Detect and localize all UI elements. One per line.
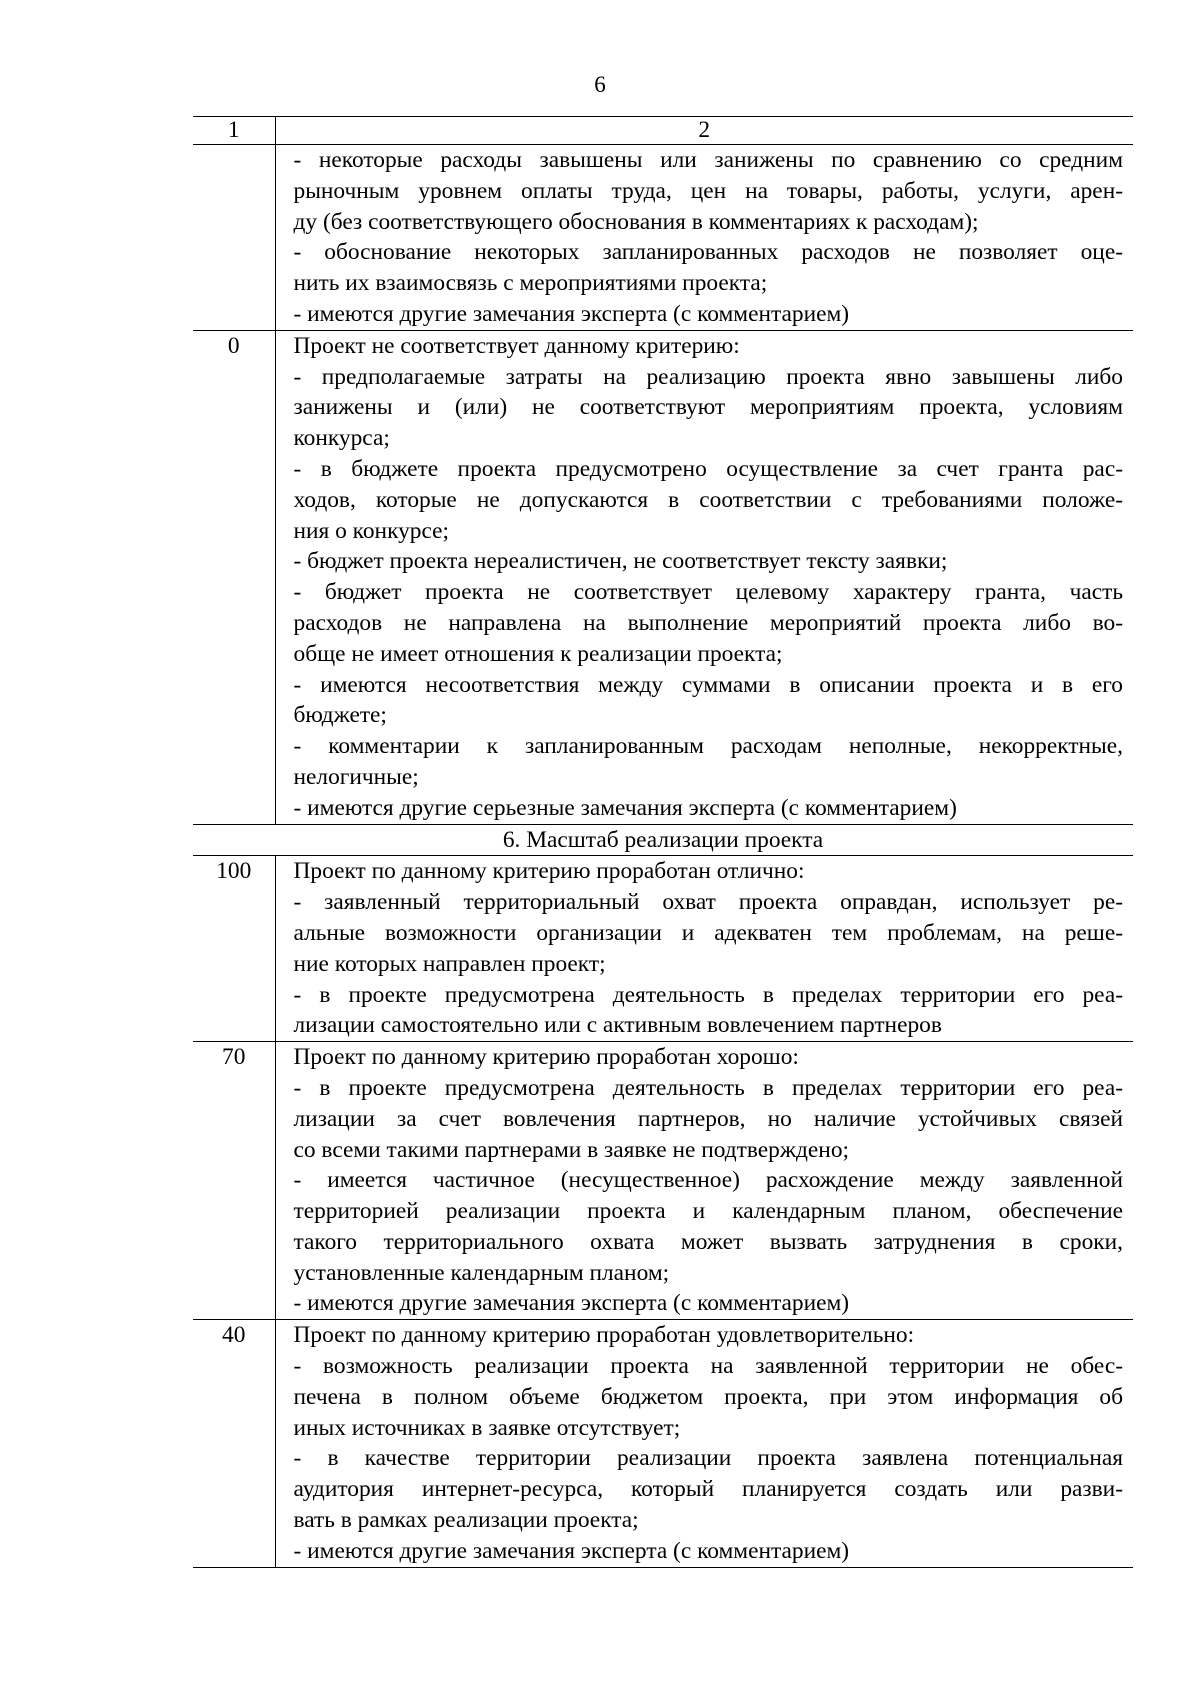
text-line: такого территориального охвата может вызвать затруднения в сроки, xyxy=(293,1228,1123,1255)
text-line: Проект по данному критерию проработан удовлетворительно: xyxy=(293,1322,915,1349)
criterion-description xyxy=(275,145,1133,331)
text-line: лизации за счет вовлечения партнеров, но наличие устойчивых связей xyxy=(293,1105,1123,1132)
text-line: - в бюджете проекта предусмотрено осуществление за счет гранта рас- xyxy=(293,455,1123,482)
table-row xyxy=(193,1042,1133,1320)
text-line: - комментарии к запланированным расходам неполные, некорректные, xyxy=(293,733,1123,760)
text-line: - бюджет проекта нереалистичен, не соответствует тексту заявки; xyxy=(293,548,948,575)
table-header-row xyxy=(193,117,1133,145)
text-line: - заявленный территориальный охват проекта оправдан, использует ре- xyxy=(293,889,1123,916)
criterion-description xyxy=(275,1042,1133,1320)
text-line: Проект по данному критерию проработан хорошо: xyxy=(293,1044,799,1071)
score-cell: 40 xyxy=(193,1320,275,1567)
text-line: - предполагаемые затраты на реализацию проекта явно завышены либо xyxy=(293,363,1123,390)
text-line: ду (без соответствующего обоснования в комментариях к расходам); xyxy=(293,208,979,235)
text-line: лизации самостоятельно или с активным вовлечением партнеров xyxy=(293,1012,942,1039)
text-line: конкурса; xyxy=(293,425,390,452)
text-line: - имеются другие серьезные замечания эксперта (с комментарием) xyxy=(293,794,957,821)
section-row xyxy=(193,824,1133,856)
text-line: бюджете; xyxy=(293,702,387,729)
criterion-description xyxy=(275,856,1133,1042)
text-line: вать в рамках реализации проекта; xyxy=(293,1507,639,1534)
text-line: - в качестве территории реализации проекта заявлена потенциальная xyxy=(293,1445,1123,1472)
text-line: печена в полном объеме бюджетом проекта, при этом информация об xyxy=(293,1383,1123,1410)
text-line: ходов, которые не допускаются в соответствии с требованиями положе- xyxy=(293,486,1123,513)
score-cell: 0 xyxy=(193,330,275,824)
criteria-table xyxy=(193,116,1133,1568)
text-line: ние которых направлен проект; xyxy=(293,950,606,977)
criterion-description xyxy=(275,1320,1133,1567)
text-line: занижены и (или) не соответствуют мероприятиям проекта, условиям xyxy=(293,394,1123,421)
text-line: - в проекте предусмотрена деятельность в пределах территории его реа- xyxy=(293,1074,1123,1101)
score-cell: 100 xyxy=(193,856,275,1042)
text-line: аудитория интернет-ресурса, который планируется создать или разви- xyxy=(293,1476,1123,1503)
table-row xyxy=(193,1320,1133,1567)
page-number: 6 xyxy=(594,72,606,97)
table-row xyxy=(193,856,1133,1042)
text-line: - имеются несоответствия между суммами в описании проекта и в его xyxy=(293,671,1123,698)
table-row xyxy=(193,330,1133,824)
criterion-description xyxy=(275,330,1133,824)
text-line: территорией реализации проекта и календарным планом, обеспечение xyxy=(293,1198,1123,1225)
text-line: - имеются другие замечания эксперта (с комментарием) xyxy=(293,1537,850,1564)
column-header-score: 1 xyxy=(193,117,275,145)
text-line: установленные календарным планом; xyxy=(293,1259,670,1286)
text-line: альные возможности организации и адекватен тем проблемам, на реше- xyxy=(293,919,1123,946)
text-line: со всеми такими партнерами в заявке не подтверждено; xyxy=(293,1136,850,1163)
text-line: расходов не направлена на выполнение мероприятий проекта либо во- xyxy=(293,609,1123,636)
text-line: - обоснование некоторых запланированных расходов не позволяет оце- xyxy=(293,239,1123,266)
text-line: - в проекте предусмотрена деятельность в пределах территории его реа- xyxy=(293,981,1123,1008)
score-cell xyxy=(193,145,275,331)
text-line: - бюджет проекта не соответствует целевому характеру гранта, часть xyxy=(293,579,1123,606)
text-line: рыночным уровнем оплаты труда, цен на товары, работы, услуги, арен- xyxy=(293,177,1123,204)
text-line: Проект не соответствует данному критерию: xyxy=(293,332,740,359)
text-line: нить их взаимосвязь с мероприятиями проекта; xyxy=(293,270,768,297)
score-cell: 70 xyxy=(193,1042,275,1320)
text-line: - имеются другие замечания эксперта (с комментарием) xyxy=(293,300,850,327)
text-line: нелогичные; xyxy=(293,763,419,790)
column-header-description: 2 xyxy=(275,117,1133,145)
text-line: - некоторые расходы завышены или занижены по сравнению со средним xyxy=(293,147,1123,173)
text-line: - имеется частичное (несущественное) расхождение между заявленной xyxy=(293,1167,1123,1194)
text-line: - имеются другие замечания эксперта (с комментарием) xyxy=(293,1290,850,1317)
section-title: 6. Масштаб реализации проекта xyxy=(193,824,1133,856)
text-line: ния о конкурсе; xyxy=(293,517,450,544)
table-row xyxy=(193,145,1133,331)
text-line: Проект по данному критерию проработан отлично: xyxy=(293,858,805,885)
text-line: - возможность реализации проекта на заявленной территории не обес- xyxy=(293,1353,1123,1380)
text-line: иных источниках в заявке отсутствует; xyxy=(293,1414,681,1441)
text-line: обще не имеет отношения к реализации проекта; xyxy=(293,640,783,667)
